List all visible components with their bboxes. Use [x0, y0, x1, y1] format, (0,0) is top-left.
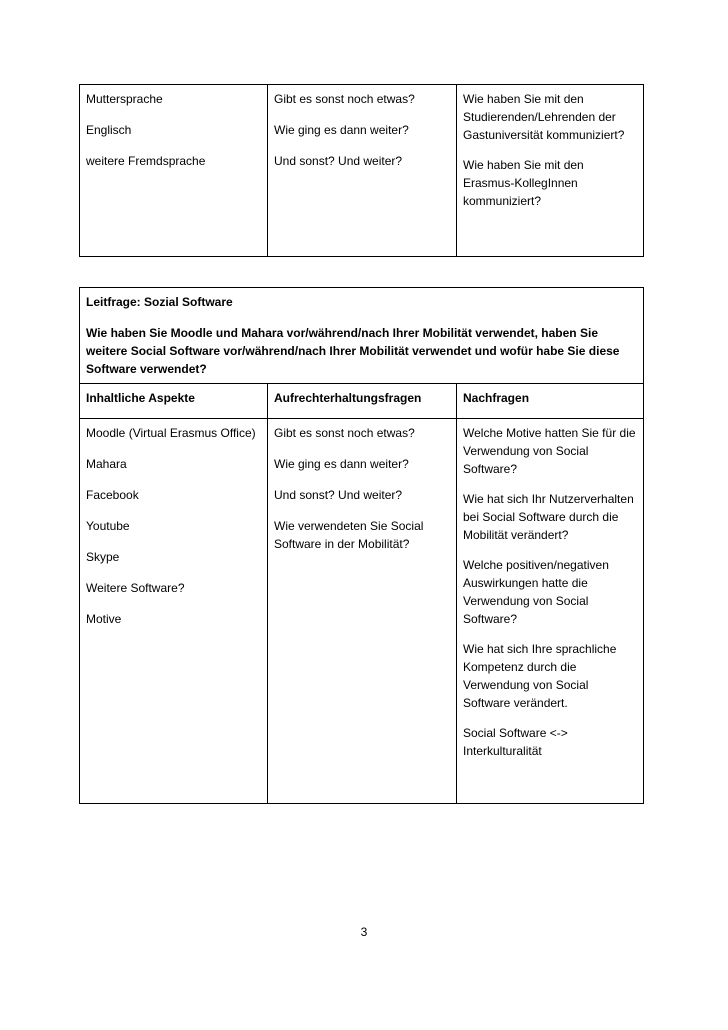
list-item: Und sonst? Und weiter? — [274, 488, 403, 502]
header-aufrechterhaltungsfragen: Aufrechterhaltungsfragen — [274, 391, 422, 405]
text-muttersprache: Muttersprache — [86, 92, 163, 106]
col-aufrechterhaltungsfragen — [268, 419, 456, 558]
list-item: Wie verwendeten Sie Social Software in der Mobilität? — [274, 519, 424, 551]
list-item: Skype — [86, 550, 120, 564]
list-item: Gibt es sonst noch etwas? — [274, 426, 415, 440]
text-sonst-noch: Gibt es sonst noch etwas? — [274, 92, 415, 106]
table-top-col2 — [268, 85, 456, 175]
table-top-col3 — [457, 85, 643, 215]
text-kommunikation-studierende: Wie haben Sie mit den Studierenden/Lehrenden der Gastuniversität kommuniziert? — [463, 92, 625, 142]
header-inhaltliche-aspekte: Inhaltliche Aspekte — [86, 391, 195, 405]
list-item: Weitere Software? — [86, 581, 185, 595]
text-kommunikation-erasmus: Wie haben Sie mit den Erasmus-KollegInnen kommuniziert? — [463, 158, 584, 208]
col-inhaltliche-aspekte — [80, 419, 267, 633]
text-weitere-fremdsprache: weitere Fremdsprache — [86, 154, 206, 168]
list-item: Wie hat sich Ihre sprachliche Kompetenz durch die Verwendung von Social Software verändert. — [463, 642, 617, 710]
leitfrage-label: Leitfrage: Sozial Software — [86, 295, 233, 309]
leitfrage-cell — [80, 288, 643, 383]
text-und-sonst: Und sonst? Und weiter? — [274, 154, 403, 168]
list-item: Mahara — [86, 457, 127, 471]
list-item: Social Software <-> Interkulturalität — [463, 726, 568, 758]
list-item: Facebook — [86, 488, 139, 502]
list-item: Motive — [86, 612, 122, 626]
col-nachfragen — [457, 419, 643, 765]
text-englisch: Englisch — [86, 123, 132, 137]
page-number: 3 — [360, 925, 368, 939]
table-top-col1 — [80, 85, 267, 175]
list-item: Welche positiven/negativen Auswirkungen hatte die Verwendung von Social Software? — [463, 558, 609, 626]
table-top — [79, 84, 644, 257]
list-item: Wie hat sich Ihr Nutzerverhalten bei Social Software durch die Mobilität verändert? — [463, 492, 634, 542]
table-social-software — [79, 287, 644, 804]
text-dann-weiter: Wie ging es dann weiter? — [274, 123, 409, 137]
list-item: Wie ging es dann weiter? — [274, 457, 409, 471]
leitfrage-text: Wie haben Sie Moodle und Mahara vor/während/nach Ihrer Mobilität verwendet, haben Sie weitere Social Software vor/während/nach Ihrer Mobilität verwendet und wofür habe Sie diese Software verwendet? — [86, 326, 620, 376]
list-item: Welche Motive hatten Sie für die Verwendung von Social Software? — [463, 426, 636, 476]
header-nachfragen: Nachfragen — [463, 391, 530, 405]
list-item: Moodle (Virtual Erasmus Office) — [86, 426, 256, 440]
list-item: Youtube — [86, 519, 130, 533]
